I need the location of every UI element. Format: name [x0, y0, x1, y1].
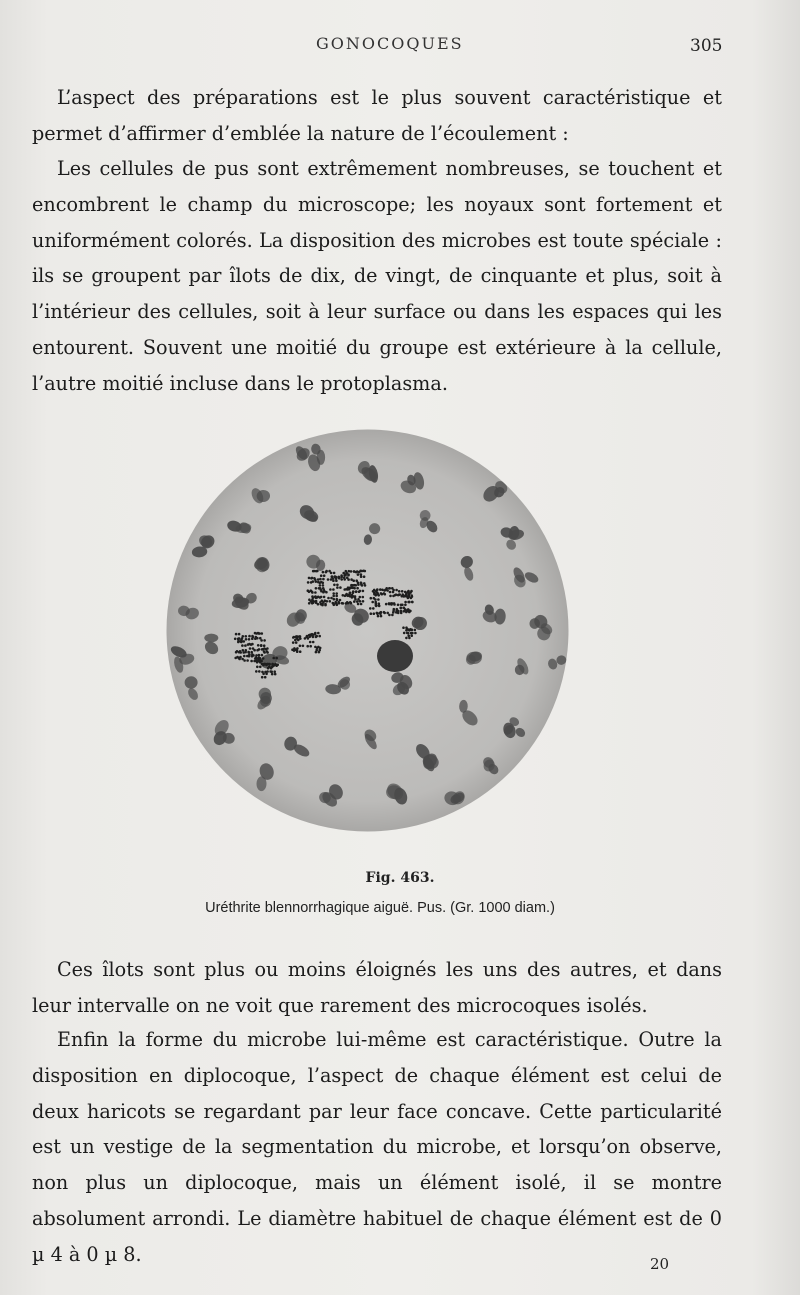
page-header	[0, 34, 800, 62]
paragraph-1: L’aspect des préparations est le plus souvent caractéristique et permet d’affirmer d’emblée la nature de l’écoulement :	[32, 86, 722, 145]
paragraph-4: Enfin la forme du microbe lui-même est caractéristique. Outre la disposition en diplocoque, l’aspect de chaque élément est celui de deux haricots se regardant par leur face concave. Cette particularité est un vestige de la segmentation du microbe, et lorsqu’on observe, non plus un diplocoque, mais un élément isolé, il se montre absolument arrondi. Le diamètre habituel de chaque élément est de 0 µ 4 à 0 µ 8.	[32, 1028, 722, 1266]
micrograph-figure	[165, 428, 570, 833]
running-title: GONOCOQUES	[316, 34, 464, 53]
paragraph-2: Les cellules de pus sont extrêmement nombreuses, se touchent et encombrent le champ du microscope; les noyaux sont fortement et uniformément colorés. La disposition des microbes est toute spéciale : ils se groupent par îlots de dix, de vingt, de cinquante et plus, soit à l’intérieur des cellules, soit à leur surface ou dans les espaces qui les entourent. Souvent une moitié du groupe est extérieure à la cellule, l’autre moitié incluse dans le protoplasma.	[32, 157, 722, 395]
large-cell-nucleus	[377, 640, 413, 672]
micrograph-image	[165, 428, 570, 833]
figure-label: Fig. 463.	[365, 870, 435, 886]
page-number: 305	[690, 36, 723, 56]
printer-signature: 20	[650, 1255, 670, 1273]
paragraph-3: Ces îlots sont plus ou moins éloignés les uns des autres, et dans leur intervalle on ne voit que rarement des microcoques isolés.	[32, 958, 722, 1017]
microscope-field	[167, 430, 569, 832]
figure-caption: Uréthrite blennorrhagique aiguë. Pus. (Gr. 1000 diam.)	[205, 900, 555, 916]
